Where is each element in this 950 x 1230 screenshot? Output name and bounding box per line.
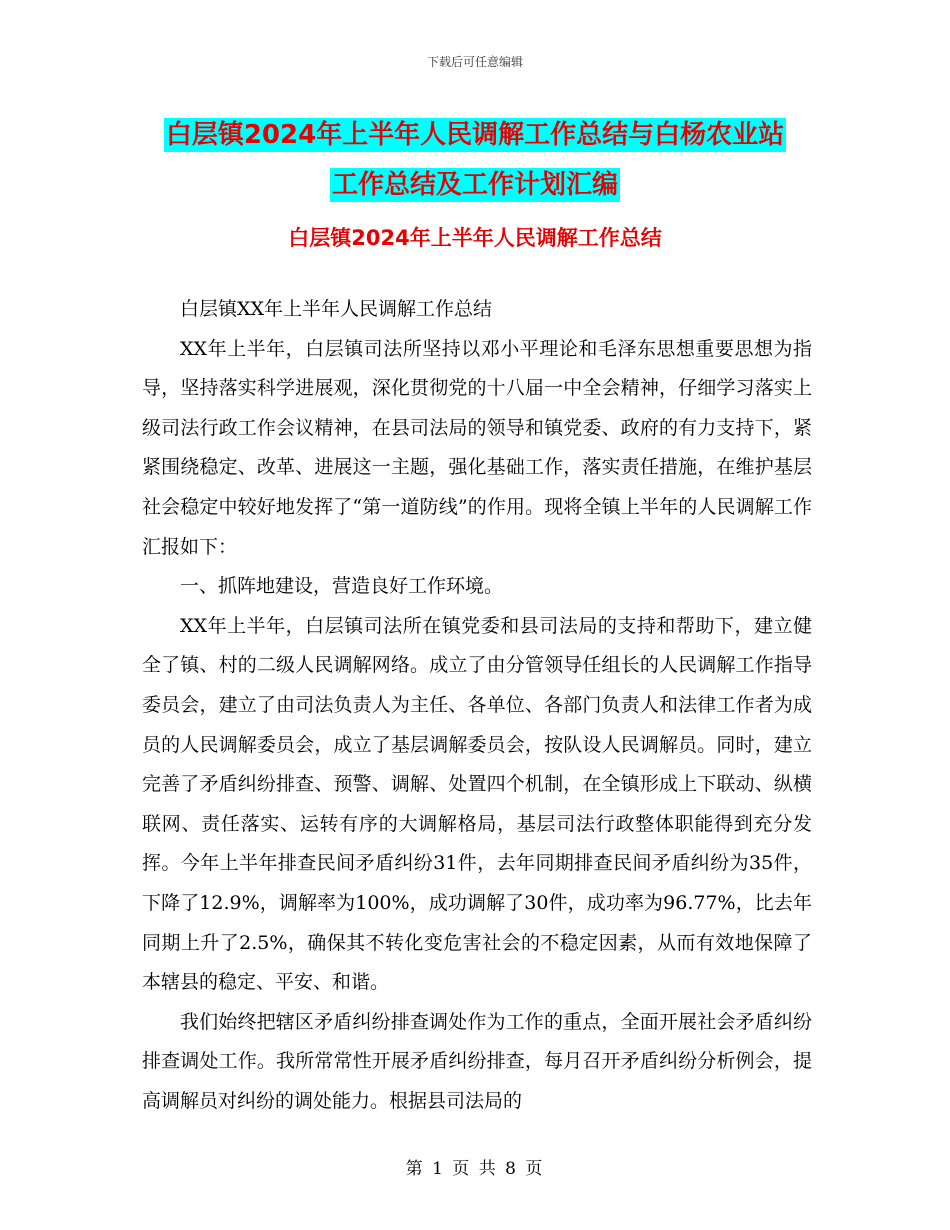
document-title	[0, 110, 950, 210]
body-text	[142, 290, 812, 1121]
paragraph-intro: XX年上半年，白层镇司法所坚持以邓小平理论和毛泽东思想重要思想为指导，坚持落实科学进展观，深化贯彻党的十八届一中全会精神，仔细学习落实上级司法行政工作会议精神，在县司法局的领导和镇党委、政府的有力支持下，紧紧围绕稳定、改革、进展这一主题，强化基础工作，落实责任措施，在维护基层社会稳定中较好地发挥了“第一道防线”的作用。现将全镇上半年的人民调解工作汇报如下：	[142, 337, 812, 558]
document-title-line-1: 白层镇2024年上半年人民调解工作总结与白杨农业站	[165, 120, 785, 150]
paragraph-heading-1: 一、抓阵地建设，营造良好工作环境。	[180, 575, 504, 598]
document-title-line-2: 工作总结及工作计划汇编	[331, 170, 618, 200]
paragraph-subtitle: 白层镇XX年上半年人民调解工作总结	[180, 298, 493, 320]
section-title: 白层镇2024年上半年人民调解工作总结	[288, 226, 662, 250]
header-note: 下载后可任意编辑	[426, 55, 523, 69]
page-footer: 第 1 页 共 8 页	[405, 1159, 545, 1179]
paragraph-network: XX年上半年，白层镇司法所在镇党委和县司法局的支持和帮助下，建立健全了镇、村的二级人民调解网络。成立了由分管领导任组长的人民调解工作指导委员会，建立了由司法负责人为主任、各单位、各部门负责人和法律工作者为成员的人民调解委员会，成立了基层调解委员会，按队设人民调解员。同时，建立完善了矛盾纠纷排查、预警、调解、处置四个机制，在全镇形成上下联动、纵横联网、责任落实、运转有序的大调解格局，基层司法行政整体职能得到充分发挥。今年上半年排查民间矛盾纠纷31件，去年同期排查民间矛盾纠纷为35件，下降了12.9%，调解率为100%，成功调解了30件，成功率为96.77%，比去年同期上升了2.5%，确保其不转化变危害社会的不稳定因素，从而有效地保障了本辖县的稳定、平安、和谐。	[142, 614, 812, 994]
paragraph-dispute: 我们始终把辖区矛盾纠纷排查调处作为工作的重点，全面开展社会矛盾纠纷排查调处工作。我所常常性开展矛盾纠纷排查，每月召开矛盾纠纷分析例会，提高调解员对纠纷的调处能力。根据县司法局的	[142, 1010, 812, 1112]
